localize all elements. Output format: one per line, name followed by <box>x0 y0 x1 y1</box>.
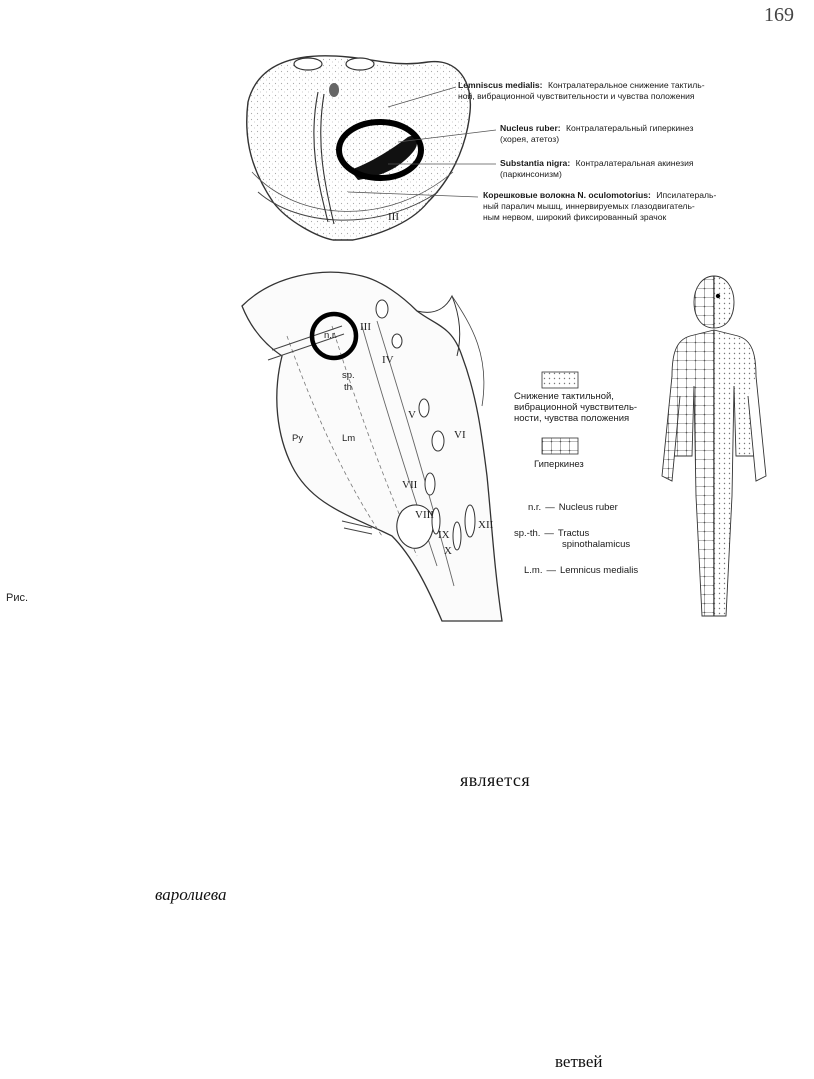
annotation-nucleus-ruber <box>500 123 694 144</box>
svg-text:n.r.—Nucleus ruber: n.r. — Nucleus ruber <box>528 502 618 513</box>
cn-vii: VII <box>402 479 418 491</box>
legend-swatch-dotted <box>542 372 578 388</box>
midbrain-outline <box>247 56 471 240</box>
body-word-vetvey: ветвей <box>555 1052 603 1071</box>
svg-text:ным нервом, широкий фиксирован: ным нервом, широкий фиксированный зрачок <box>483 212 667 222</box>
cn-vi: VI <box>454 429 466 441</box>
aqueduct-left <box>294 58 322 70</box>
cn-x: X <box>444 545 452 557</box>
figure-caption-label: Рис. <box>6 592 29 604</box>
human-body-diagram <box>662 276 766 616</box>
page-number: 169 <box>764 4 794 26</box>
cn-v: V <box>408 409 416 421</box>
cn-ix: IX <box>438 529 450 541</box>
numeral-iii: III <box>388 211 399 223</box>
brainstem-outline <box>242 272 502 621</box>
svg-text:ности, чувства положения: ности, чувства положения <box>514 413 630 424</box>
svg-text:Nucleus ruber: Контралат: Nucleus ruber: Контралатеральный гиперкинез <box>500 123 694 133</box>
svg-text:Гиперкинез: Гиперкинез <box>534 459 584 470</box>
svg-text:Снижение тактильной,: Снижение тактильной, <box>514 391 614 402</box>
cn-viii: VIII <box>415 509 434 521</box>
cn-iv: IV <box>382 354 394 366</box>
label-lm: Lm <box>342 433 356 444</box>
svg-text:th: th <box>344 382 352 393</box>
body-word-varolieva: варолиева <box>155 885 227 904</box>
svg-text:(паркинсонизм): (паркинсонизм) <box>500 169 562 179</box>
abbreviation-list <box>514 502 638 576</box>
legend-swatch-crossed <box>542 438 578 454</box>
eye-dot <box>716 294 720 298</box>
svg-text:sp.-th.—Tractus: sp.-th. — Tractus <box>514 528 590 539</box>
annotation-substantia-nigra <box>500 158 694 179</box>
label-nr: n.r. <box>324 330 338 341</box>
annotation-term: Lemniscus medialis: <box>458 80 543 90</box>
nucleus-iii <box>376 300 388 318</box>
aqueduct-right <box>346 58 374 70</box>
svg-text:Substantia nigra: Контра: Substantia nigra: Контралатеральная акинезия <box>500 158 694 168</box>
brainstem-and-body-figure <box>232 266 800 628</box>
svg-text:ный паралич мышц, иннервируемы: ный паралич мышц, иннервируемых глазодвигатель- <box>483 201 695 211</box>
annotation-oculomotorius <box>483 190 716 222</box>
central-nucleus <box>329 83 339 97</box>
svg-text:Lemniscus medialis: Конт: Lemniscus medialis: Контралатеральное снижение тактиль- <box>458 80 705 90</box>
body-word-yavlyaetsya: является <box>460 770 531 790</box>
label-py: Py <box>292 433 304 444</box>
cn-xii: XII <box>478 519 494 531</box>
svg-text:Корешковые волокна N. oculomot: Корешковые волокна N. oculomotorius: Ипсилатераль- <box>483 190 717 200</box>
svg-text:L.m.—Lemnicus medialis: L.m. — Lemnicus medialis <box>524 565 639 576</box>
svg-text:(хорея, атетоз): (хорея, атетоз) <box>500 134 560 144</box>
midbrain-cross-section-figure <box>238 52 800 242</box>
annotation-lemniscus-medialis <box>458 80 705 101</box>
svg-text:ной, вибрационной чувствительн: ной, вибрационной чувствительности и чувства положения <box>458 91 695 101</box>
svg-text:вибрационной чувствитель-: вибрационной чувствитель- <box>514 402 638 413</box>
label-sp: sp. <box>342 370 355 381</box>
cn-iii: III <box>360 321 371 333</box>
legend <box>514 372 637 470</box>
svg-text:spinothalamicus: spinothalamicus <box>562 539 631 550</box>
